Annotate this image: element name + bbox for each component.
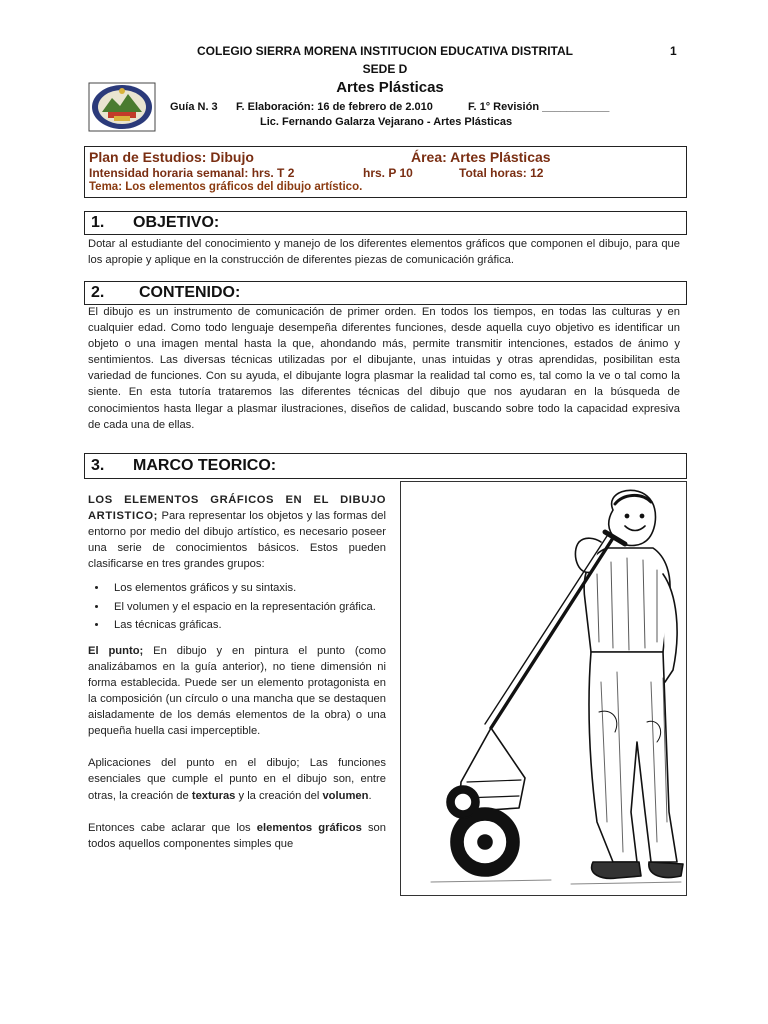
graphic-elements-paragraph — [88, 492, 386, 572]
textures-term: texturas — [191, 789, 236, 802]
knowledge-groups-list — [88, 580, 386, 632]
theory-column — [88, 492, 386, 852]
content-title: CONTENIDO: — [139, 284, 241, 301]
page-number: 1 — [670, 44, 677, 58]
sede-label: SEDE D — [362, 62, 408, 76]
list-item: • Los elementos gráficos y su sintaxis. — [108, 580, 386, 596]
topic: Tema: Los elementos gráficos del dibujo artístico. — [89, 181, 363, 193]
point-heading: El punto; — [88, 644, 144, 657]
objective-text: Dotar al estudiante del conocimiento y manejo de los diferentes elementos gráficos que componen el dibujo, para que los apropie y aplique en la construcción de diferentes piezas de comunicación gráfica. — [88, 238, 680, 267]
graphic-elements-definition — [88, 820, 386, 852]
study-plan: Plan de Estudios: Dibujo — [89, 149, 254, 165]
practical-hours: hrs. P 10 — [363, 166, 413, 180]
list-item: • Las técnicas gráficas. — [108, 617, 386, 633]
total-hours: Total horas: 12 — [459, 166, 544, 180]
weekly-intensity: Intensidad horaria semanal: hrs. T 2 — [89, 166, 295, 180]
boy-with-lawnmower-illustration — [400, 481, 687, 896]
volume-term: volumen — [322, 789, 369, 802]
graphic-elements-text: Para representar los objetos y las formas del entorno por medio del dibujo artístico, es necesario poseer una serie de conocimientos básicos. Estos pueden clasificarse en tres grandes grupos: — [88, 510, 386, 571]
content-heading-box — [84, 281, 687, 305]
applications-text-2: y la creación del — [235, 789, 323, 802]
applications-period: . — [368, 789, 372, 802]
theory-title: MARCO TEORICO: — [133, 457, 277, 474]
point-applications-paragraph — [88, 755, 386, 803]
graphic-elements-heading: LOS ELEMENTOS GRÁFICOS EN EL DIBUJO ARTISTICO; — [88, 494, 386, 523]
content-text: El dibujo es un instrumento de comunicación de primer orden. En todos los tiempos, en todas las culturas y en cualquier edad. Como todo lenguaje desempeña diferentes funciones, desde aquella cuyo objetivo es identificar un objeto o una imagen mental hasta la que, ahondando más, permite transmitir intenciones, estados de ánimo y sentimientos. Las diversas técnicas utilizadas por el dibujante, unas intuidas y otras aprendidas, posibilitan esta variedad de funciones. Con su ayuda, el dibujante logra plasmar la realidad tal como es, tal como la ve o tal como la siente. En esta tutoría trataremos las diferentes técnicas del dibujo que nos ayudaran en la búsqueda de conocimientos hasta llegar a plasmar ilustraciones, diseños de calidad, buscando sobre todo la capacidad expresiva de cada una de ellas. — [88, 306, 680, 431]
area-label: Área: Artes Plásticas — [411, 149, 551, 165]
school-name: COLEGIO SIERRA MORENA INSTITUCION EDUCATIVA DISTRITAL — [197, 44, 573, 58]
content-number: 2. — [91, 284, 105, 301]
graphic-elements-term: elementos gráficos — [256, 821, 362, 834]
guide-number: Guía N. 3 — [170, 101, 218, 113]
objective-number: 1. — [91, 214, 105, 231]
definition-text: Entonces cabe aclarar que los — [88, 821, 257, 834]
elaboration-date: F. Elaboración: 16 de febrero de 2.010 — [236, 101, 433, 113]
applications-text: Aplicaciones del punto en el dibujo; Las funciones esenciales que cumple el punto en el dibujo son, entre otras, la creación de — [88, 757, 386, 802]
theory-number: 3. — [91, 457, 105, 474]
objective-heading-box — [84, 211, 687, 235]
definition-text-2: son todos aquellos componentes simples que — [88, 821, 386, 850]
revision-date: F. 1° Revisión ___________ — [468, 101, 610, 113]
school-crest-logo — [88, 82, 156, 132]
teacher-name: Lic. Fernando Galarza Vejarano - Artes Plásticas — [260, 116, 513, 128]
point-paragraph — [88, 643, 386, 740]
theory-heading-box — [84, 453, 687, 479]
objective-title: OBJETIVO: — [133, 214, 220, 231]
point-text: En dibujo y en pintura el punto (como analizábamos en la guía anterior), no tiene dimensión ni forma establecida. Puede ser un elemento protagonista en la composición (un círculo o una mancha que se destaquen aisladamente de los demás elementos de la obra) o una pequeña huella casi imperceptible. — [88, 644, 386, 738]
subject-title: Artes Plásticas — [336, 79, 444, 96]
study-plan-box — [84, 146, 687, 198]
list-item: • El volumen y el espacio en la representación gráfica. — [108, 599, 386, 615]
